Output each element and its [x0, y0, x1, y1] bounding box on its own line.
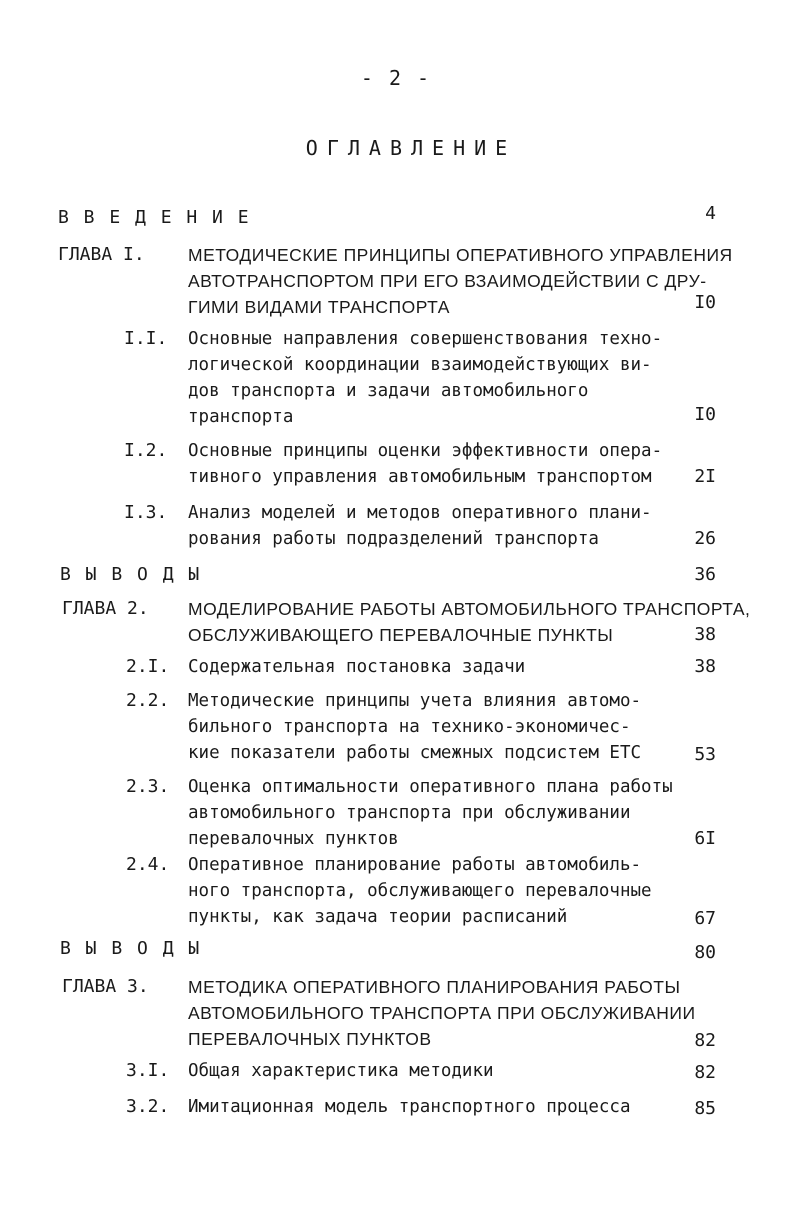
toc-label: В Ы В О Д Ы [60, 564, 202, 585]
page-number: - 2 - [360, 66, 432, 90]
toc-line: автомобильного транспорта при обслуживании [188, 803, 631, 823]
toc-label: ГЛАВА I. [58, 244, 145, 265]
toc-line: Оценка оптимальности оперативного плана работы [188, 777, 673, 797]
toc-label: I.3. [124, 502, 168, 523]
toc-line: тивного управления автомобильным транспортом [188, 467, 652, 487]
toc-line: рования работы подразделений транспорта [188, 529, 599, 549]
toc-page: 4 [705, 203, 716, 224]
toc-line: транспорта [188, 407, 294, 427]
toc-label: 2.2. [126, 690, 170, 711]
toc-line: ГИМИ ВИДАМИ ТРАНСПОРТА [188, 297, 450, 317]
toc-page: 80 [694, 942, 716, 963]
toc-page: 38 [694, 624, 716, 645]
toc-line: АВТОМОБИЛЬНОГО ТРАНСПОРТА ПРИ ОБСЛУЖИВАНИИ [188, 1003, 696, 1023]
toc-line: пункты, как задача теории расписаний [188, 907, 568, 927]
toc-line: логической координации взаимодействующих ви- [188, 355, 652, 375]
toc-line: Анализ моделей и методов оперативного плани- [188, 503, 652, 523]
toc-line: МЕТОДИКА ОПЕРАТИВНОГО ПЛАНИРОВАНИЯ РАБОТЫ [188, 977, 681, 997]
toc-page: 82 [694, 1030, 716, 1051]
toc-page: I0 [694, 404, 716, 425]
toc-label: 2.4. [126, 854, 170, 875]
toc-line: перевалочных пунктов [188, 829, 399, 849]
toc-page: I0 [694, 292, 716, 313]
toc-label: 3.I. [126, 1060, 170, 1081]
toc-line: ного транспорта, обслуживающего перевалочные [188, 881, 652, 901]
toc-line: ПЕРЕВАЛОЧНЫХ ПУНКТОВ [188, 1029, 432, 1049]
toc-page: 36 [694, 564, 716, 585]
toc-page: 82 [694, 1062, 716, 1083]
toc-page: 67 [694, 908, 716, 929]
toc-label: В Ы В О Д Ы [60, 938, 202, 959]
toc-page: 85 [694, 1098, 716, 1119]
toc-line: Оперативное планирование работы автомобиль- [188, 855, 642, 875]
toc-label: 3.2. [126, 1096, 170, 1117]
toc-page: 26 [694, 528, 716, 549]
toc-line: Содержательная постановка задачи [188, 657, 526, 677]
toc-line: ОБСЛУЖИВАЮЩЕГО ПЕРЕВАЛОЧНЫЕ ПУНКТЫ [188, 625, 614, 645]
toc-line: Основные направления совершенствования техно- [188, 329, 663, 349]
toc-line: бильного транспорта на технико-экономичес- [188, 717, 631, 737]
toc-line: дов транспорта и задачи автомобильного [188, 381, 589, 401]
toc-label: ГЛАВА 3. [62, 976, 149, 997]
toc-line: кие показатели работы смежных подсистем ЕТС [188, 743, 642, 763]
toc-line: Имитационная модель транспортного процесса [188, 1097, 631, 1117]
toc-label: ГЛАВА 2. [62, 598, 149, 619]
toc-title: ОГЛАВЛЕНИЕ [305, 136, 517, 160]
toc-label: В В Е Д Е Н И Е [58, 207, 251, 228]
toc-line: МОДЕЛИРОВАНИЕ РАБОТЫ АВТОМОБИЛЬНОГО ТРАНСПОРТА, [188, 599, 751, 619]
toc-label: 2.I. [126, 656, 170, 677]
toc-line: Методические принципы учета влияния автомо- [188, 691, 642, 711]
toc-label: I.2. [124, 440, 168, 461]
toc-page: 6I [694, 828, 716, 849]
toc-page: 38 [694, 656, 716, 677]
toc-page: 53 [694, 744, 716, 765]
toc-line: АВТОТРАНСПОРТОМ ПРИ ЕГО ВЗАИМОДЕЙСТВИИ С ДРУ- [188, 271, 707, 291]
toc-label: 2.3. [126, 776, 170, 797]
toc-line: Основные принципы оценки эффективности опера- [188, 441, 663, 461]
toc-label: I.I. [124, 328, 168, 349]
toc-line: МЕТОДИЧЕСКИЕ ПРИНЦИПЫ ОПЕРАТИВНОГО УПРАВЛЕНИЯ [188, 245, 733, 265]
toc-page: 2I [694, 466, 716, 487]
toc-line: Общая характеристика методики [188, 1061, 494, 1081]
